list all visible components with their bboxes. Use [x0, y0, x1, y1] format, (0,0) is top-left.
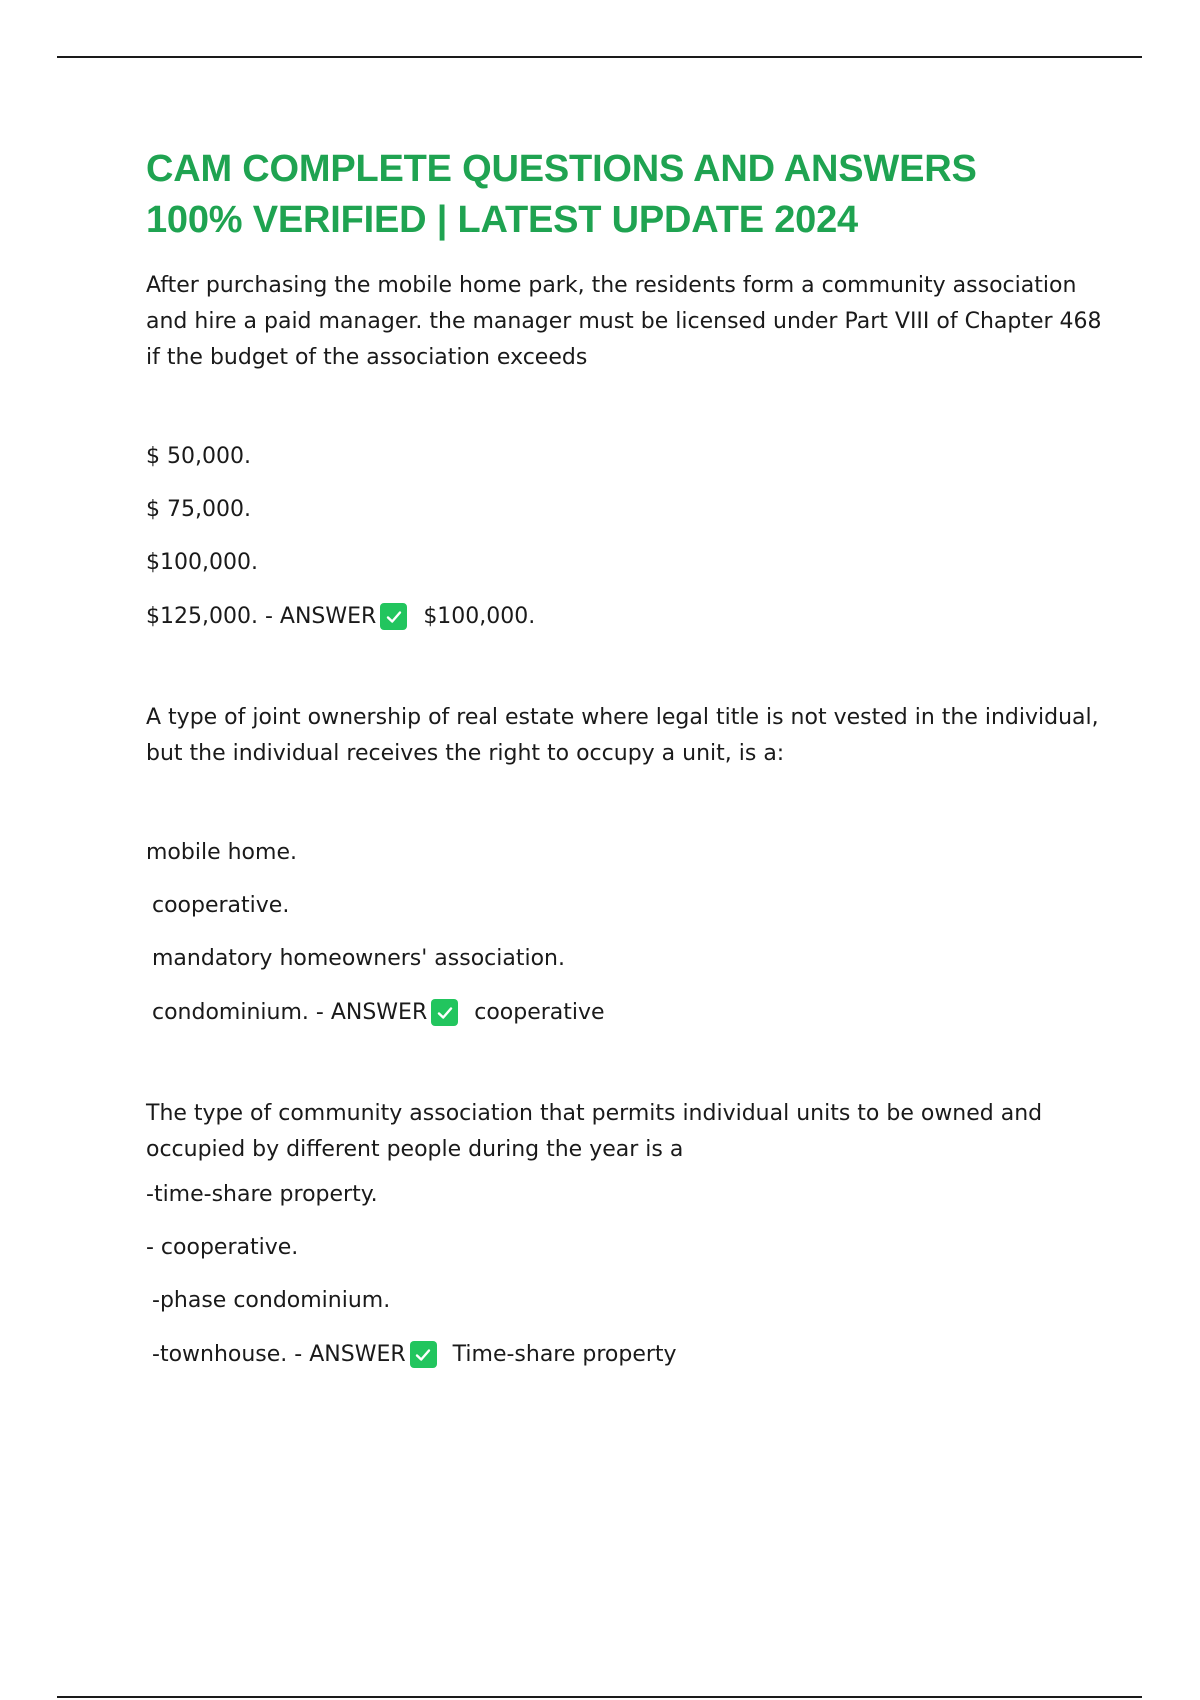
option: $100,000.	[146, 550, 258, 575]
question-block-3	[146, 1096, 1106, 1368]
option: mobile home.	[146, 840, 297, 865]
question-text: The type of community association that permits individual units to be owned and occupied by different people during the year is a	[146, 1101, 1043, 1162]
title-line-2: 100% VERIFIED | LATEST UPDATE 2024	[146, 199, 858, 241]
answer-line	[146, 1341, 1106, 1368]
answer-text: $100,000.	[423, 603, 536, 629]
option: - cooperative.	[146, 1235, 299, 1260]
question-text: After purchasing the mobile home park, the residents form a community association and hire a paid manager. the manager must be licensed under Part VIII of Chapter 468 if the budget of the association exceeds	[146, 273, 1102, 370]
option: mandatory homeowners' association.	[152, 946, 565, 971]
option: $ 50,000.	[146, 444, 251, 469]
check-icon	[380, 603, 407, 630]
document-title	[146, 144, 1106, 246]
option: -townhouse. - ANSWER	[152, 1341, 406, 1367]
answer-text: Time-share property	[452, 1341, 677, 1367]
title-line-1: CAM COMPLETE QUESTIONS AND ANSWERS	[146, 148, 977, 190]
question-block-2	[146, 700, 1106, 1026]
check-icon	[431, 999, 458, 1026]
check-icon	[410, 1341, 437, 1368]
option: -time-share property.	[146, 1182, 378, 1207]
top-rule	[57, 56, 1142, 58]
question-text: A type of joint ownership of real estate where legal title is not vested in the individual, but the individual receives the right to occupy a unit, is a:	[146, 705, 1099, 766]
answer-text: cooperative	[474, 999, 605, 1025]
bottom-rule	[57, 1696, 1142, 1698]
option: cooperative.	[152, 893, 290, 918]
option: $125,000. - ANSWER	[146, 603, 377, 629]
document-body	[146, 144, 1106, 1438]
answer-line	[146, 603, 1106, 630]
answer-line	[146, 999, 1106, 1026]
option: -phase condominium.	[152, 1288, 391, 1313]
option: condominium. - ANSWER	[152, 999, 428, 1025]
question-block-1	[146, 268, 1106, 630]
option: $ 75,000.	[146, 497, 251, 522]
